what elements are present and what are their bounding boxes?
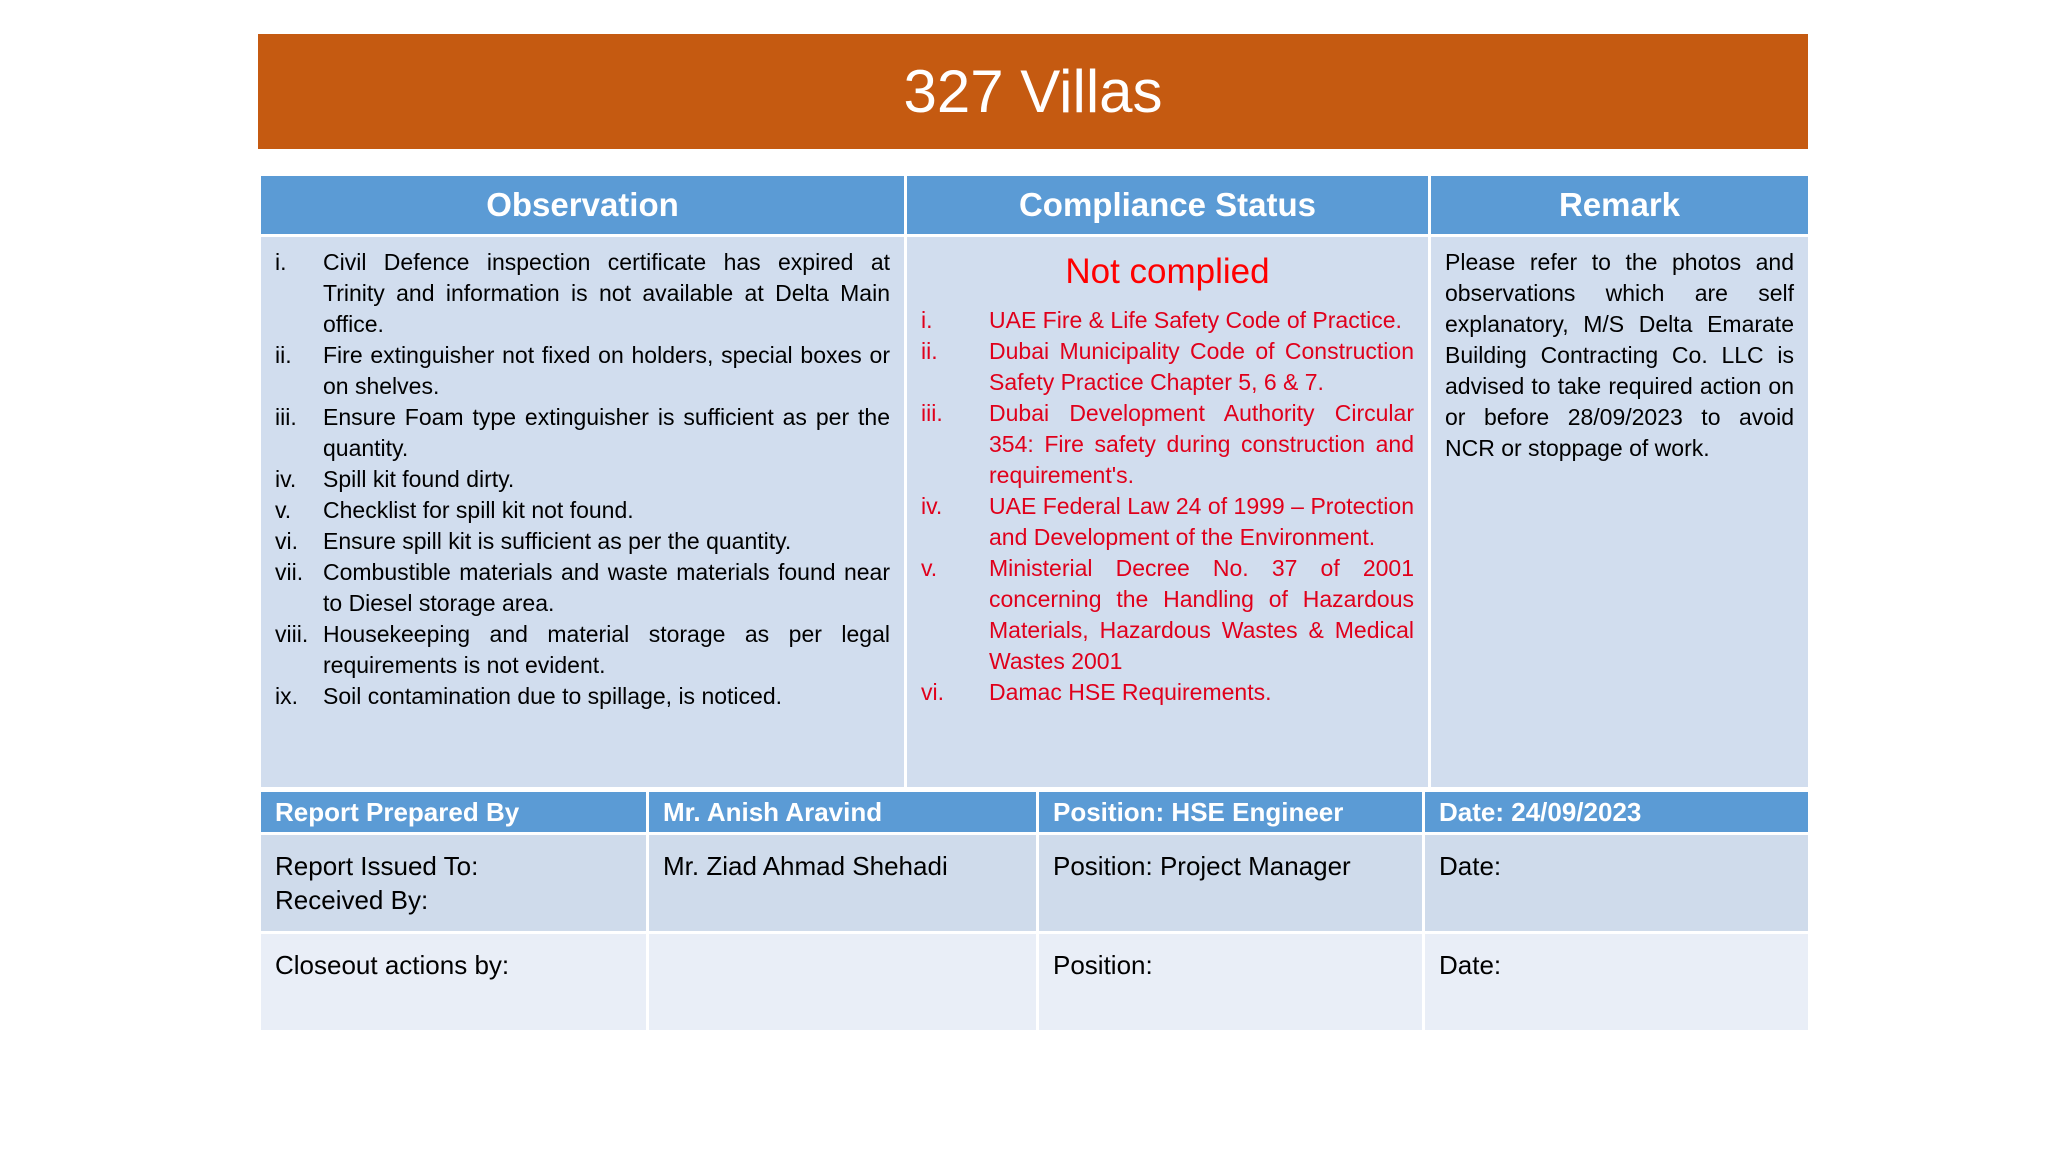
list-item-number: vi. — [275, 528, 298, 554]
remark-cell: Please refer to the photos and observations which are self explanatory, M/S Delta Emarate Building Contracting Co. LLC is advised to take required action on or before 28/09/2023 to avoid NCR or stoppage of work. — [1430, 236, 1810, 789]
list-item-number: i. — [275, 249, 287, 275]
received-by-label: Received By: — [275, 885, 429, 915]
closeout-label: Closeout actions by: — [260, 933, 648, 1032]
observation-table-header — [260, 175, 1810, 236]
closeout-date: Date: — [1424, 933, 1810, 1032]
issued-to-date: Date: — [1424, 834, 1810, 933]
closeout-name — [648, 933, 1038, 1032]
compliance-status-cell — [906, 236, 1430, 789]
compliance-status-value: Not complied — [1065, 252, 1270, 291]
list-item — [921, 491, 1414, 553]
list-item — [921, 336, 1414, 398]
prepared-by-label: Report Prepared By — [260, 791, 648, 834]
list-item-text: Ministerial Decree No. 37 of 2001 concerning the Handling of Hazardous Materials, Hazardous Wastes & Medical Wastes 2001 — [989, 555, 1414, 674]
page-title: 327 Villas — [258, 34, 1808, 149]
prepared-by-position: Position: HSE Engineer — [1038, 791, 1424, 834]
list-item-number: ii. — [921, 338, 938, 364]
list-item-text: Civil Defence inspection certificate has expired at Trinity and information is not available at Delta Main office. — [323, 249, 890, 337]
list-item — [275, 340, 890, 402]
list-item-number: iv. — [921, 493, 943, 519]
list-item-text: UAE Federal Law 24 of 1999 – Protection and Development of the Environment. — [989, 493, 1414, 550]
list-item-number: iii. — [275, 404, 297, 430]
issued-to-label-cell — [260, 834, 648, 933]
list-item-text: Ensure spill kit is sufficient as per the quantity. — [323, 528, 792, 554]
signoff-table — [258, 789, 1811, 1033]
remark-header: Remark — [1430, 175, 1810, 236]
list-item-number: ii. — [275, 342, 292, 368]
list-item-text: Fire extinguisher not fixed on holders, special boxes or on shelves. — [323, 342, 890, 399]
list-item — [275, 247, 890, 340]
list-item-number: viii. — [275, 621, 309, 647]
list-item — [275, 619, 890, 681]
list-item-number: iii. — [921, 400, 943, 426]
list-item — [275, 464, 890, 495]
table-row — [260, 933, 1810, 1032]
prepared-by-name: Mr. Anish Aravind — [648, 791, 1038, 834]
list-item-text: Checklist for spill kit not found. — [323, 497, 634, 523]
list-item-text: Soil contamination due to spillage, is noticed. — [323, 683, 783, 709]
list-item-number: v. — [275, 497, 292, 523]
issued-to-position: Position: Project Manager — [1038, 834, 1424, 933]
list-item-number: v. — [921, 555, 938, 581]
observation-table — [258, 173, 1811, 790]
list-item-number: ix. — [275, 683, 298, 709]
list-item-number: vii. — [275, 559, 304, 585]
list-item — [275, 495, 890, 526]
list-item-text: Housekeeping and material storage as per legal requirements is not evident. — [323, 621, 890, 678]
list-item-text: Combustible materials and waste materials found near to Diesel storage area. — [323, 559, 890, 616]
observation-cell — [260, 236, 906, 789]
list-item-text: Dubai Municipality Code of Construction Safety Practice Chapter 5, 6 & 7. — [989, 338, 1414, 395]
list-item — [275, 557, 890, 619]
list-item — [921, 398, 1414, 491]
prepared-by-date: Date: 24/09/2023 — [1424, 791, 1810, 834]
list-item-text: Spill kit found dirty. — [323, 466, 515, 492]
list-item-text: Dubai Development Authority Circular 354: Fire safety during construction and requirement's. — [989, 400, 1414, 488]
issued-to-label: Report Issued To: — [275, 851, 479, 881]
list-item — [921, 305, 1414, 336]
closeout-position: Position: — [1038, 933, 1424, 1032]
compliance-reference-list — [921, 305, 1414, 708]
list-item-number: i. — [921, 307, 933, 333]
table-row — [260, 791, 1810, 834]
list-item-text: Damac HSE Requirements. — [989, 679, 1272, 705]
list-item — [921, 553, 1414, 677]
observation-list — [275, 247, 890, 712]
list-item-number: vi. — [921, 679, 944, 705]
list-item-text: Ensure Foam type extinguisher is sufficient as per the quantity. — [323, 404, 890, 461]
list-item-number: iv. — [275, 466, 297, 492]
list-item — [275, 526, 890, 557]
compliance-status-header: Compliance Status — [906, 175, 1430, 236]
list-item — [921, 677, 1414, 708]
issued-to-name: Mr. Ziad Ahmad Shehadi — [648, 834, 1038, 933]
list-item — [275, 681, 890, 712]
observation-table-body — [260, 236, 1810, 789]
list-item — [275, 402, 890, 464]
table-row — [260, 834, 1810, 933]
list-item-text: UAE Fire & Life Safety Code of Practice. — [989, 307, 1402, 333]
observation-header: Observation — [260, 175, 906, 236]
